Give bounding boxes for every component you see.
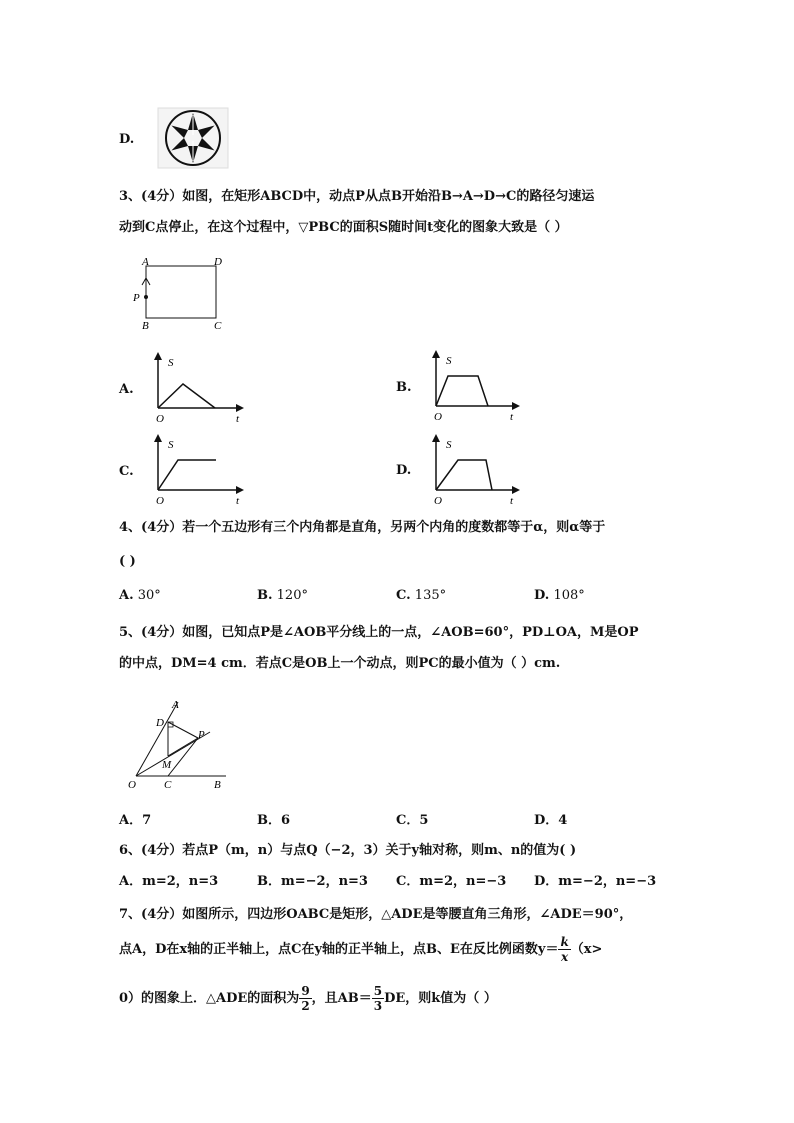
- q5-text-line1: 5、(4分）如图，已知点P是∠AOB平分线上的一点，∠AOB=60°，PD⊥OA，M是OP: [119, 625, 639, 640]
- q4-text-line1: 4、(4分）若一个五边形有三个内角都是直角，另两个内角的度数都等于α，则α等于: [119, 520, 606, 535]
- svg-text:t: t: [236, 495, 240, 507]
- label-p: P: [133, 292, 140, 304]
- q3-option-b-graph: [426, 346, 528, 424]
- point-p: [144, 295, 148, 299]
- q3-text-line1: 3、(4分）如图，在矩形ABCD中，动点P从点B开始沿B→A→D→C的路径匀速运: [119, 189, 595, 204]
- q5-angle-figure: [126, 696, 236, 792]
- q3-rectangle-figure: [130, 254, 230, 332]
- q6-option-b: B．m=−2，n=3: [257, 874, 368, 889]
- svg-text:t: t: [510, 495, 514, 507]
- svg-text:B: B: [214, 779, 221, 791]
- star-figure: [157, 107, 229, 169]
- q3-option-d-graph: [426, 430, 528, 508]
- q5-option-d: D．4: [534, 813, 568, 828]
- prev-option-d-label: D.: [119, 132, 135, 147]
- q4-option-d: D. 108°: [534, 588, 585, 603]
- q3-option-d-label: D.: [396, 463, 412, 478]
- q3-option-c-label: C.: [119, 464, 134, 479]
- label-c: C: [214, 320, 222, 332]
- q5-option-c: C．5: [396, 813, 429, 828]
- q4-option-a: A. 30°: [119, 588, 161, 603]
- ratio-fraction: $\frac{5}{3}$: [373, 983, 383, 1013]
- svg-text:O: O: [156, 495, 164, 507]
- q7-text-line2: 点A，D在x轴的正半轴上，点C在y轴的正半轴上，点B、E在反比例函数y＝ $\frac{k}{x}$ （x>: [119, 934, 603, 964]
- q3-option-a-label: A.: [119, 382, 134, 397]
- q4-text-line2: ( ): [119, 554, 136, 569]
- svg-text:O: O: [434, 411, 442, 423]
- svg-text:t: t: [236, 413, 240, 425]
- q6-option-d: D．m=−2，n=−3: [534, 874, 657, 889]
- q6-option-a: A．m=2，n=3: [119, 874, 219, 889]
- q5-option-b: B．6: [257, 813, 291, 828]
- label-b: B: [142, 320, 149, 332]
- q4-option-c: C. 135°: [396, 588, 447, 603]
- q6-option-c: C．m=2，n=−3: [396, 874, 507, 889]
- k-over-x-fraction: $\frac{k}{x}$: [560, 934, 569, 964]
- q4-option-b: B. 120°: [257, 588, 308, 603]
- svg-text:D: D: [156, 717, 164, 729]
- svg-text:O: O: [128, 779, 136, 791]
- svg-text:S: S: [168, 439, 174, 451]
- rect-abcd: [146, 266, 216, 318]
- q5-text-line2: 的中点，DM=4 cm．若点C是OB上一个动点，则PC的最小值为（ ）cm.: [119, 656, 561, 671]
- svg-text:S: S: [446, 439, 452, 451]
- q5-option-a: A．7: [119, 813, 152, 828]
- label-d: D: [214, 256, 222, 268]
- label-a: A: [142, 256, 149, 268]
- svg-text:O: O: [434, 495, 442, 507]
- svg-text:S: S: [168, 357, 174, 369]
- q7-text-line1: 7、(4分）如图所示，四边形OABC是矩形，△ADE是等腰直角三角形，∠ADE＝90°，: [119, 907, 633, 922]
- svg-text:O: O: [156, 413, 164, 425]
- q3-option-c-graph: [148, 430, 250, 508]
- q7-text-line3: 0）的图象上．△ADE的面积为 $\frac{9}{2}$ ，且AB＝ $\frac{5}{3}$ DE，则k值为（ ）: [119, 983, 497, 1013]
- svg-text:S: S: [446, 355, 452, 367]
- svg-text:A: A: [172, 699, 179, 711]
- svg-text:M: M: [162, 759, 172, 771]
- q6-text-line1: 6、(4分）若点P（m，n）与点Q（−2，3）关于y轴对称，则m、n的值为( ): [119, 843, 577, 858]
- svg-text:t: t: [510, 411, 514, 423]
- q3-text-line2: 动到C点停止，在这个过程中，▽PBC的面积S随时间t变化的图象大致是（ ）: [119, 220, 568, 235]
- q3-option-b-label: B.: [396, 380, 412, 395]
- q3-option-a-graph: [148, 348, 250, 426]
- svg-text:P: P: [198, 729, 205, 741]
- area-fraction: $\frac{9}{2}$: [301, 983, 310, 1013]
- svg-text:C: C: [164, 779, 172, 791]
